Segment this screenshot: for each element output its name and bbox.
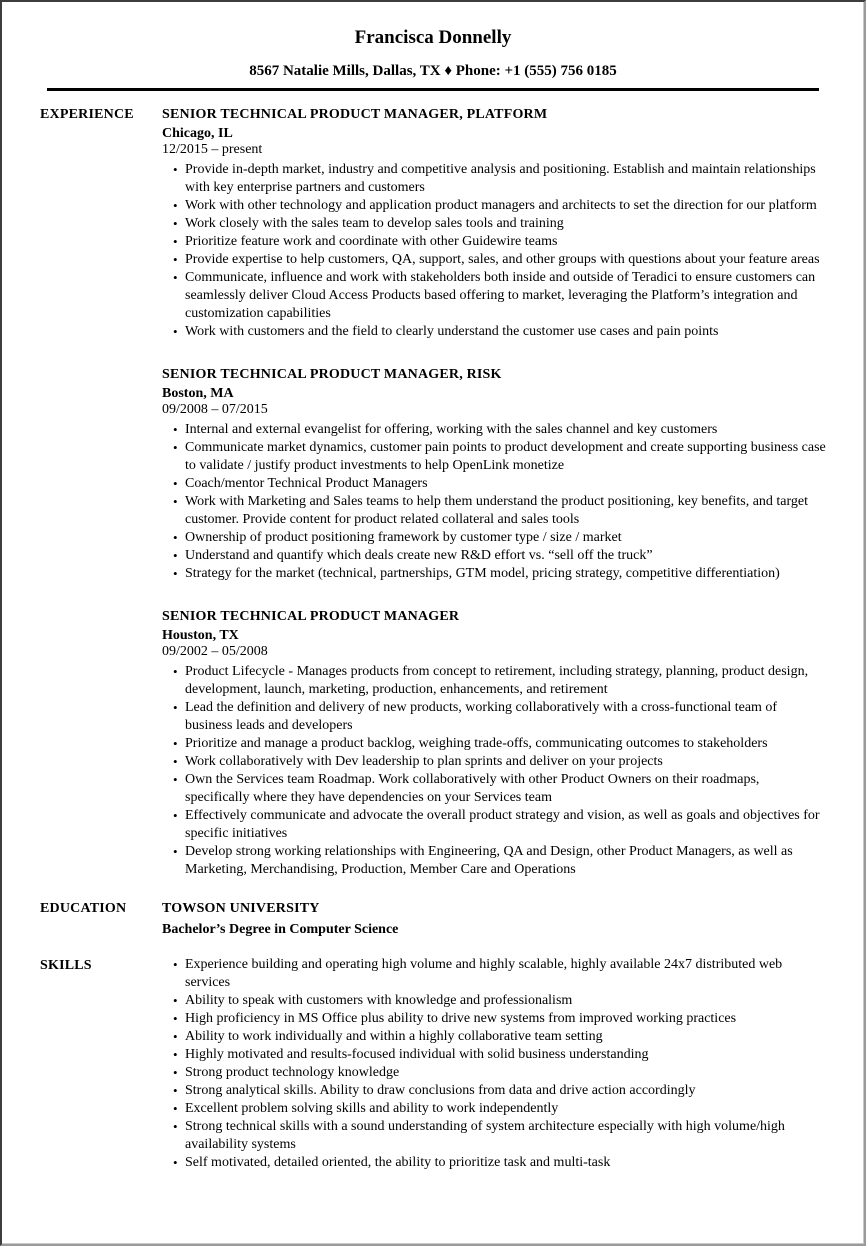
bullet-item: • Strong technical skills with a sound understanding of system architecture especially with high volume/high availability systems [185,1118,826,1154]
job-entry [162,365,826,583]
job-dates: 09/2008 – 07/2015 [162,402,268,417]
job-location: Houston, TX [162,628,239,643]
job-bullet-list [162,421,826,583]
bullet-item: • Work with customers and the field to clearly understand the customer use cases and pain points [185,323,826,341]
section-label-experience: EXPERIENCE [40,107,134,122]
job-dates: 09/2002 – 05/2008 [162,644,268,659]
bullet-item: • Strategy for the market (technical, partnerships, GTM model, pricing strategy, competitive differentiation) [185,565,826,583]
job-bullet-list [162,663,826,879]
bullet-item: • Ability to work individually and within a highly collaborative team setting [185,1028,826,1046]
bullet-item: • Communicate, influence and work with stakeholders both inside and outside of Teradici to ensure customers can seamlessly deliver Cloud Access Products based offering to market, leveraging the Platform’s integration and customization capabilities [185,269,826,323]
contact-line: 8567 Natalie Mills, Dallas, TX ♦ Phone: +1 (555) 756 0185 [249,63,617,79]
candidate-name: Francisca Donnelly [354,27,512,48]
skills-body [162,956,826,1172]
experience-section [2,105,864,879]
bullet-item: • Communicate market dynamics, customer pain points to product development and create supporting business case to validate / justify product investments to help OpenLink monetize [185,439,826,475]
bullet-item: • Provide in-depth market, industry and competitive analysis and positioning. Establish and maintain relationships with key enterprise partners and customers [185,161,826,197]
job-title: SENIOR TECHNICAL PRODUCT MANAGER, PLATFORM [162,107,548,122]
bullet-item: • Effectively communicate and advocate the overall product strategy and vision, as well as goals and objectives for specific initiatives [185,807,826,843]
bullet-item: • Strong analytical skills. Ability to draw conclusions from data and drive action accordingly [185,1082,826,1100]
skills-section [2,956,864,1172]
job-title: SENIOR TECHNICAL PRODUCT MANAGER, RISK [162,367,502,382]
bullet-item: • Prioritize feature work and coordinate with other Guidewire teams [185,233,826,251]
degree: Bachelor’s Degree in Computer Science [162,922,399,937]
bullet-item: • Strong product technology knowledge [185,1064,826,1082]
education-section [2,899,864,940]
job-location: Boston, MA [162,386,234,401]
document-header [2,28,864,80]
bullet-item: • Prioritize and manage a product backlog, weighing trade-offs, communicating outcomes to stakeholders [185,735,826,753]
job-dates: 12/2015 – present [162,142,263,157]
skills-bullet-list [162,956,826,1172]
section-label-education: EDUCATION [40,901,127,916]
bullet-item: • Self motivated, detailed oriented, the ability to prioritize task and multi-task [185,1154,826,1172]
section-label-skills: SKILLS [40,958,92,973]
bullet-item: • Excellent problem solving skills and ability to work independently [185,1100,826,1118]
bullet-item: • Ability to speak with customers with knowledge and professionalism [185,992,826,1010]
bullet-item: • Ownership of product positioning framework by customer type / size / market [185,529,826,547]
bullet-item: • Work with Marketing and Sales teams to help them understand the product positioning, key benefits, and target customer. Provide content for product related collateral and sales tools [185,493,826,529]
bullet-item: • Work collaboratively with Dev leadership to plan sprints and deliver on your projects [185,753,826,771]
job-entry [162,105,826,341]
bullet-item: • Lead the definition and delivery of new products, working collaboratively with a cross-functional team of business leads and developers [185,699,826,735]
bullet-item: • Develop strong working relationships with Engineering, QA and Design, other Product Managers, as well as Marketing, Merchandising, Production, Member Care and Operations [185,843,826,879]
bullet-item: • Internal and external evangelist for offering, working with the sales channel and key customers [185,421,826,439]
bullet-item: • Work closely with the sales team to develop sales tools and training [185,215,826,233]
bullet-item: • Experience building and operating high volume and highly scalable, highly available 24x7 distributed web services [185,956,826,992]
job-location: Chicago, IL [162,126,233,141]
bullet-item: • Coach/mentor Technical Product Managers [185,475,826,493]
bullet-item: • Product Lifecycle - Manages products from concept to retirement, including strategy, planning, product design, development, launch, marketing, production, enhancements, and retirement [185,663,826,699]
job-bullet-list [162,161,826,341]
experience-body [162,105,826,879]
bullet-item: • Work with other technology and application product managers and architects to set the direction for our platform [185,197,826,215]
bullet-item: • High proficiency in MS Office plus ability to drive new systems from improved working practices [185,1010,826,1028]
header-divider [47,88,819,91]
school-name: TOWSON UNIVERSITY [162,901,320,916]
education-body [162,899,826,940]
job-title: SENIOR TECHNICAL PRODUCT MANAGER [162,609,460,624]
job-entry [162,607,826,879]
bullet-item: • Own the Services team Roadmap. Work collaboratively with other Product Owners on their roadmaps, specifically where they have dependencies on your Services team [185,771,826,807]
bullet-item: • Provide expertise to help customers, QA, support, sales, and other groups with questions about your feature areas [185,251,826,269]
bullet-item: • Highly motivated and results-focused individual with solid business understanding [185,1046,826,1064]
bullet-item: • Understand and quantify which deals create new R&D effort vs. “sell off the truck” [185,547,826,565]
